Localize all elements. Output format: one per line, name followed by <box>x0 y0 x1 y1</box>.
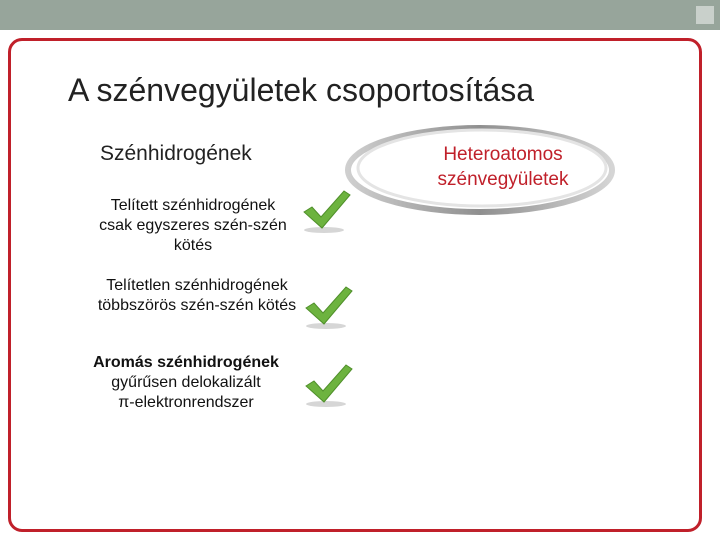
checkmark-icon <box>302 188 352 234</box>
item-desc: csak egyszeres szén-szén <box>99 217 287 234</box>
item-desc: többszörös szén-szén kötés <box>97 297 297 314</box>
checkmark-icon <box>304 284 354 330</box>
right-heading-line1: Heteroatomos <box>443 144 563 165</box>
item-name: Telített szénhidrogének <box>110 197 276 214</box>
top-bar-square <box>696 6 714 24</box>
right-heading <box>408 142 598 192</box>
top-bar <box>0 0 720 30</box>
item-name: Aromás szénhidrogének <box>93 354 279 371</box>
slide-title: A szénvegyületek csoportosítása <box>68 72 535 108</box>
right-heading-line2: szénvegyületek <box>437 169 569 190</box>
item-desc: kötés <box>173 237 213 254</box>
list-item <box>84 276 310 316</box>
list-item <box>88 196 298 256</box>
checkmark-icon <box>304 362 354 408</box>
list-item <box>86 353 286 413</box>
left-heading: Szénhidrogének <box>100 142 252 165</box>
item-name: Telítetlen szénhidrogének <box>106 277 288 294</box>
item-desc: gyűrűsen delokalizált <box>111 374 261 391</box>
item-desc: π-elektronrendszer <box>118 394 254 411</box>
